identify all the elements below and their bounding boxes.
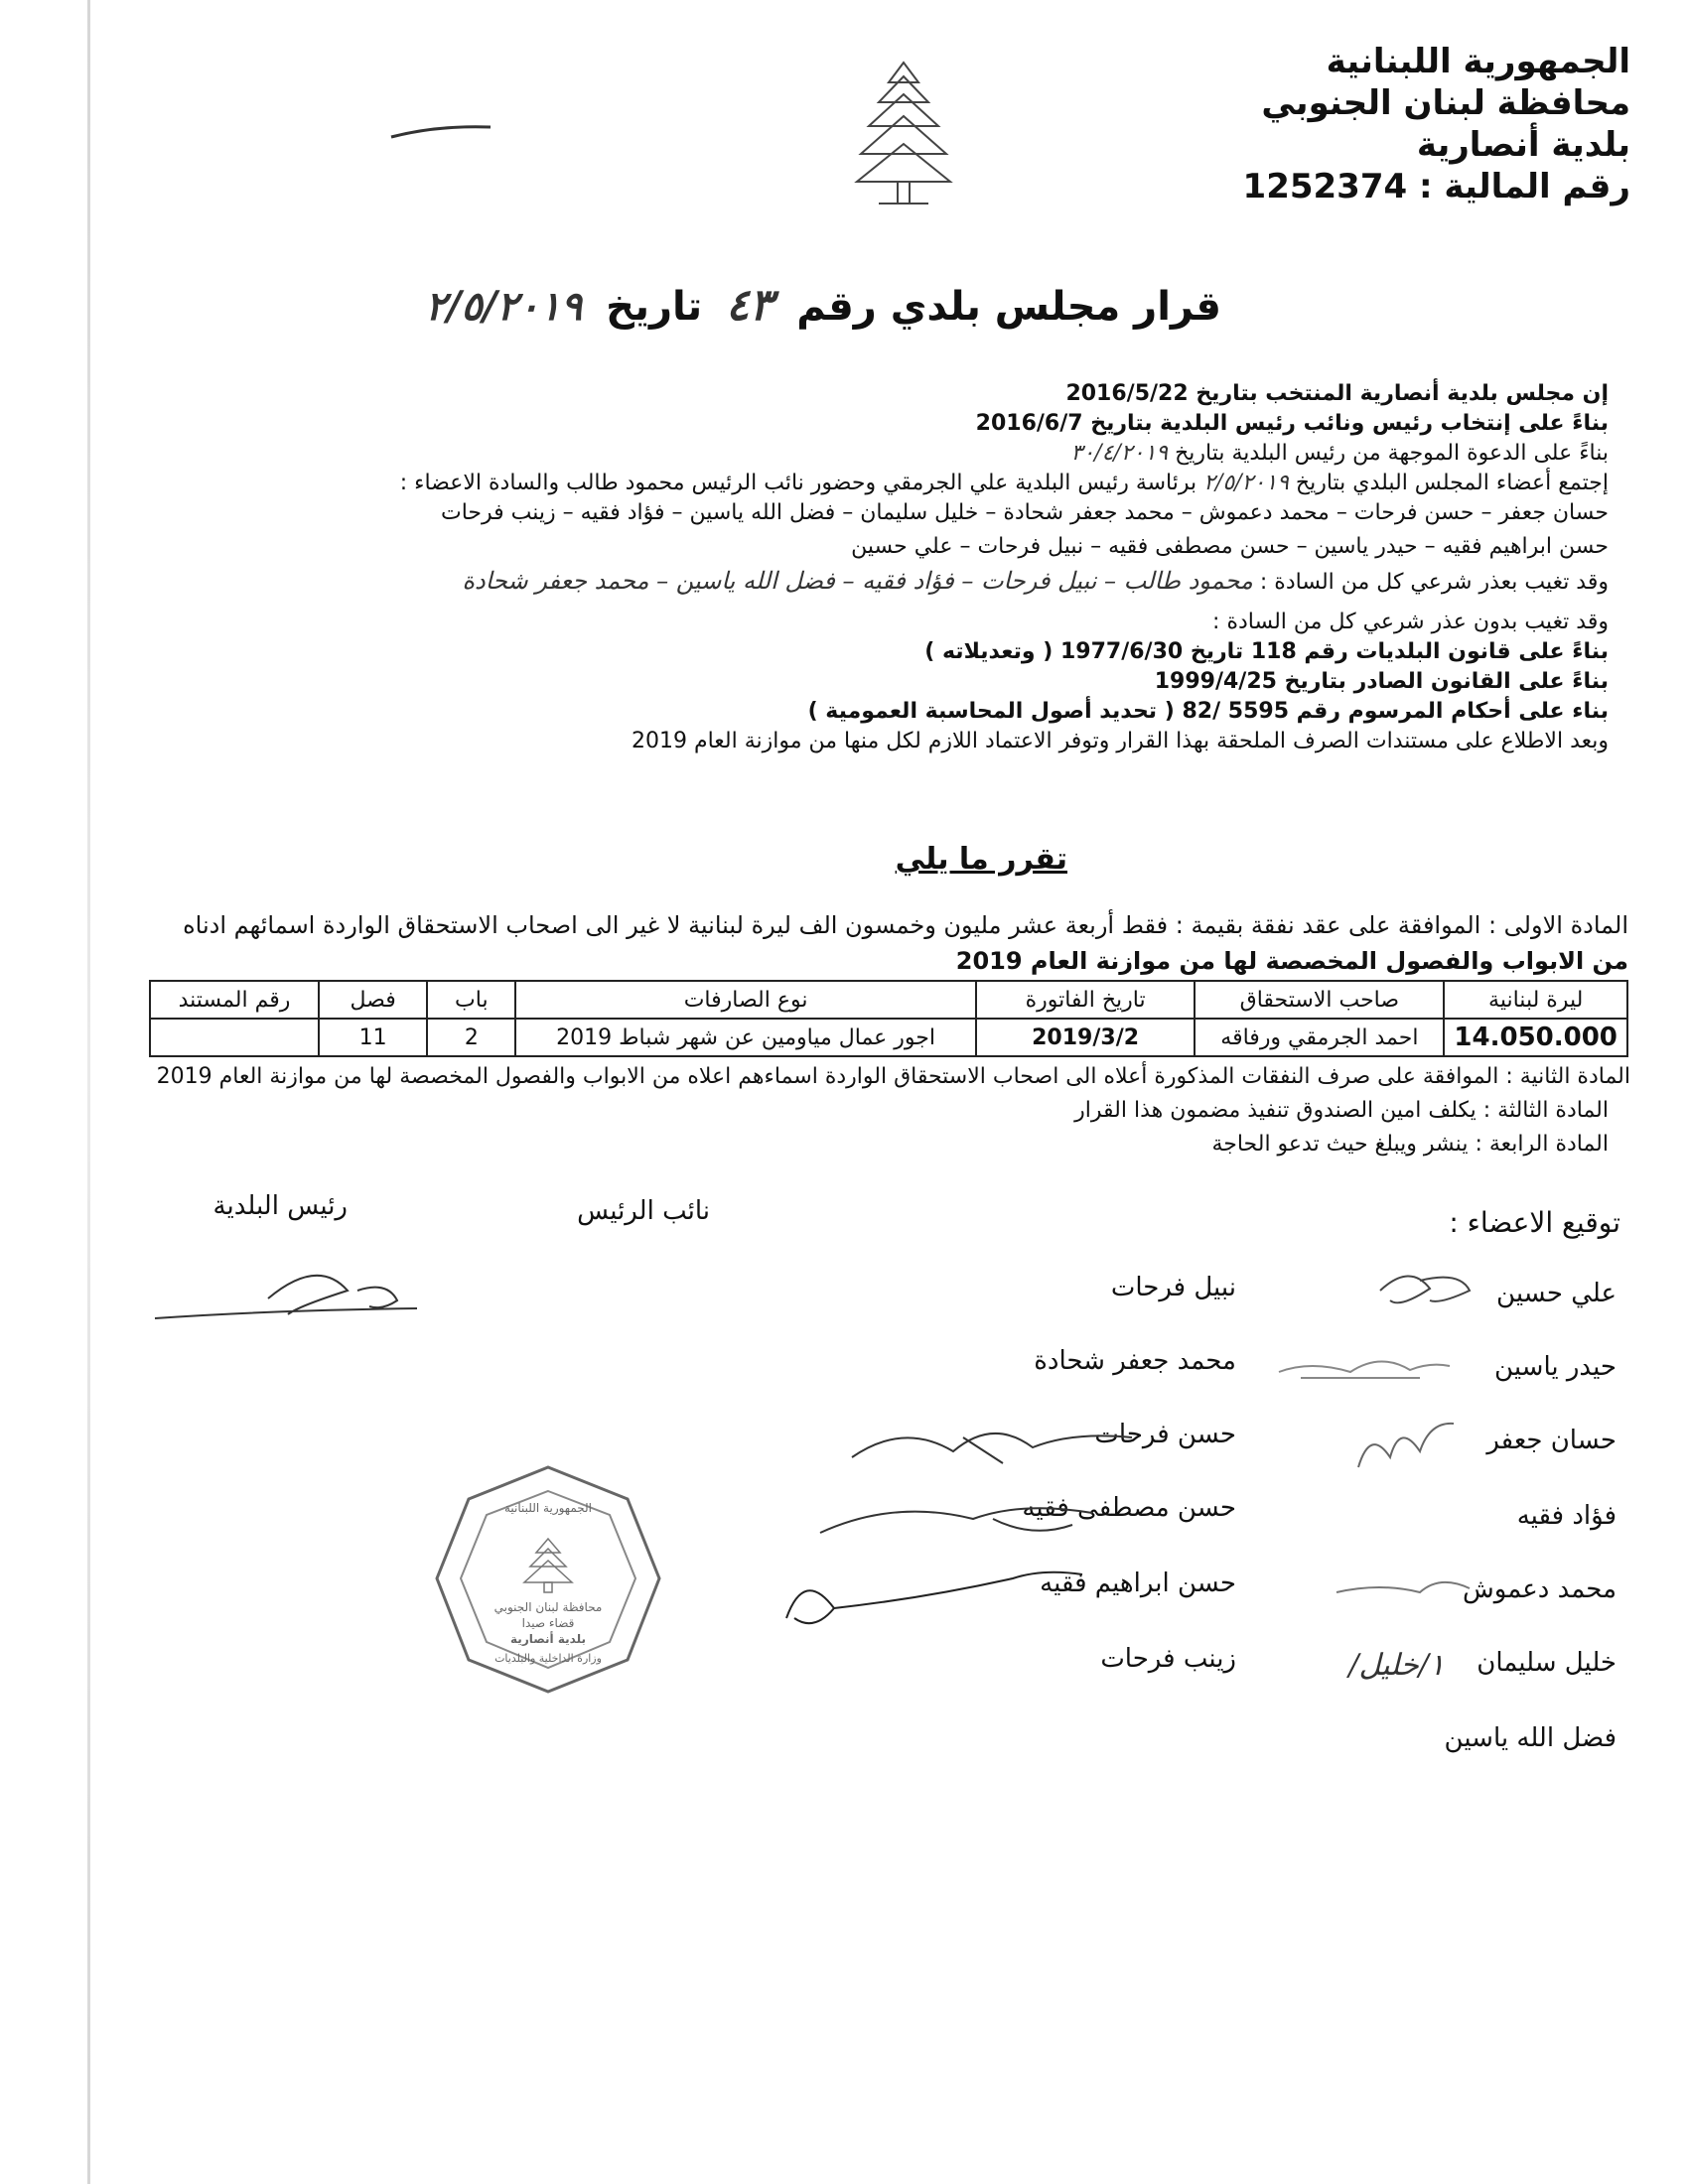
table-cell-document-number [150, 1019, 319, 1056]
header-governorate: محافظة لبنان الجنوبي [1261, 83, 1630, 123]
table-header-invoice-date: تاريخ الفاتورة [976, 981, 1196, 1019]
table-header-amount: ليرة لبنانية [1444, 981, 1627, 1019]
preamble-line-4-handwritten-date: ٢/٥/٢٠١٩ [1203, 471, 1289, 495]
president-signature [149, 1261, 427, 1330]
title-date-label: تاريخ [606, 284, 703, 330]
member-name-haidar-yassin: حيدر ياسين [1494, 1352, 1617, 1382]
preamble-line-2: بناءً على إنتخاب رئيس ونائب رئيس البلدية بتاريخ 2016/6/7 [975, 411, 1609, 436]
preamble-absent-excused [298, 566, 1609, 598]
table-cell-beneficiary: احمد الجرمقي ورفاقه [1195, 1019, 1444, 1056]
article-first-line-1: المادة الاولى : الموافقة على عقد نفقة بقيمة : فقط أربعة عشر مليون وخمسون الف ليرة لبنانية لا غير الى اصحاب الاستحقاق الواردة اسمائهم ادناه [183, 911, 1628, 939]
table-cell-chapter: 2 [427, 1019, 515, 1056]
preamble-line-4-text: إجتمع أعضاء المجلس البلدي بتاريخ [1295, 471, 1609, 495]
article-second: المادة الثانية : الموافقة على صرف النفقات المذكورة أعلاه الى اصحاب الاستحقاق الواردة اسماءهم اعلاه من الابواب والفصول المخصصة لها من موازنة العام 2019 [156, 1064, 1630, 1089]
table-cell-invoice-date: 2019/3/2 [976, 1019, 1196, 1056]
president-title: رئيس البلدية [212, 1191, 348, 1221]
signature-hassan-mustafa-faqih [814, 1489, 1102, 1549]
title-date-handwritten: ٢/٥/٢٠١٩ [425, 283, 583, 330]
member-name-hassan-farhat: حسن فرحات [1094, 1420, 1236, 1449]
header-municipality: بلدية أنصارية [1416, 125, 1630, 165]
preamble-absent-excused-handwritten: محمود طالب – نبيل فرحات – فؤاد فقيه – فضل الله ياسين – محمد جعفر شحادة [462, 567, 1253, 595]
ink-scribble [387, 117, 496, 147]
member-name-hassan-mustafa-faqih: حسن مصطفى فقيه [1022, 1493, 1236, 1523]
signature-mohammad-damoush [1331, 1569, 1479, 1608]
scan-edge-shadow [87, 0, 90, 2184]
table-header-chapter: باب [427, 981, 515, 1019]
preamble-line-3-handwritten-date: ٣٠/٤/٢٠١٩ [1070, 441, 1169, 466]
stamp-text-ministry: وزارة الداخلية والبلديات [494, 1652, 602, 1665]
table-header-row [150, 981, 1627, 1019]
preamble-members-line-1: حسان جعفر – حسن فرحات – محمد دعموش – محمد جعفر شحادة – خليل سليمان – فضل الله ياسين – فؤاد فقيه – زينب فرحات [441, 500, 1609, 525]
table-header-expense-type: نوع الصارفات [515, 981, 975, 1019]
article-fourth: المادة الرابعة : ينشر ويبلغ حيث تدعو الحاجة [1211, 1132, 1609, 1157]
preamble-law-1999: بناءً على القانون الصادر بتاريخ 1999/4/25 [1154, 669, 1609, 694]
preamble-absent-excused-text: وقد تغيب بعذر شرعي كل من السادة : [1259, 570, 1609, 595]
member-name-zeinab-farhat: زينب فرحات [1100, 1644, 1236, 1674]
signature-hassan-ibrahim-faqih [774, 1549, 1092, 1638]
decision-heading: تقرر ما يلي [895, 842, 1067, 877]
stamp-text-governorate: محافظة لبنان الجنوبي [493, 1600, 603, 1614]
table-header-section: فصل [319, 981, 427, 1019]
preamble-documents-review: وبعد الاطلاع على مستندات الصرف الملحقة بهذا القرار وتوفر الاعتماد اللازم لكل منها من موازنة العام 2019 [631, 729, 1609, 753]
stamp-text-district: قضاء صيدا [521, 1616, 575, 1630]
table-cell-amount: 14.050.000 [1444, 1019, 1627, 1056]
member-name-hassan-ibrahim-faqih: حسن ابراهيم فقيه [1040, 1569, 1236, 1598]
preamble-line-3-text: بناءً على الدعوة الموجهة من رئيس البلدية بتاريخ [1175, 441, 1609, 466]
signature-haidar-yassin [1271, 1342, 1460, 1392]
member-name-ali-hussein: علي حسين [1496, 1279, 1617, 1308]
signature-hassan-farhat [844, 1408, 1142, 1477]
preamble-absent-unexcused: وقد تغيب بدون عذر شرعي كل من السادة : [1212, 610, 1609, 634]
table-row [150, 1019, 1627, 1056]
signature-hassan-jaafar [1350, 1408, 1460, 1477]
expense-table [149, 980, 1628, 1057]
preamble-line-4-rest: برئاسة رئيس البلدية علي الجرمقي وحضور نائب الرئيس محمود طالب والسادة الاعضاء : [399, 471, 1197, 495]
stamp-text-republic: الجمهورية اللبنانية [503, 1501, 593, 1515]
table-header-document-number: رقم المستند [150, 981, 319, 1019]
article-first-line-2: من الابواب والفصول المخصصة لها من موازنة العام 2019 [955, 947, 1628, 975]
member-name-hassan-jaafar: حسان جعفر [1486, 1426, 1617, 1455]
signature-ali-hussein [1370, 1261, 1479, 1320]
preamble-line-4 [298, 469, 1609, 498]
table-header-beneficiary: صاحب الاستحقاق [1195, 981, 1444, 1019]
signature-khalil-suleiman: ١/ﺧﻠﻴﻞ/ [1348, 1648, 1445, 1683]
member-name-khalil-suleiman: خليل سليمان [1477, 1648, 1617, 1678]
header-finance-number: رقم المالية : 1252374 [1242, 167, 1630, 206]
title-number-handwritten: ٤٣ [726, 280, 774, 331]
article-third: المادة الثالثة : يكلف امين الصندوق تنفيذ مضمون هذا القرار [1074, 1098, 1609, 1123]
preamble-line-1: إن مجلس بلدية أنصارية المنتخب بتاريخ 2016/5/22 [1065, 381, 1609, 406]
preamble-line-3 [298, 439, 1609, 469]
table-cell-expense-type: اجور عمال مياومين عن شهر شباط 2019 [515, 1019, 975, 1056]
decision-title [425, 280, 1221, 331]
member-name-fouad-faqih: فؤاد فقيه [1516, 1501, 1617, 1531]
title-printed: قرار مجلس بلدي رقم [796, 284, 1221, 330]
member-name-nabil-farhat: نبيل فرحات [1110, 1273, 1236, 1302]
cedar-emblem-icon [849, 55, 958, 213]
preamble-law-118: بناءً على قانون البلديات رقم 118 تاريخ 1977/6/30 ( وتعديلاته ) [924, 639, 1609, 664]
member-name-mohammad-jaafar-shehadeh: محمد جعفر شحادة [1034, 1346, 1236, 1376]
stamp-text [429, 1461, 667, 1700]
preamble-decree-5595: بناء على أحكام المرسوم رقم 5595 /82 ( تحديد أصول المحاسبة العمومية ) [807, 699, 1609, 724]
member-name-fadlallah-yassin: فضل الله ياسين [1444, 1723, 1617, 1753]
preamble-members-line-2: حسن ابراهيم فقيه – حيدر ياسين – حسن مصطفى فقيه – نبيل فرحات – علي حسين [851, 534, 1609, 559]
vice-president-title: نائب الرئيس [577, 1196, 710, 1226]
member-name-mohammad-damoush: محمد دعموش [1463, 1574, 1617, 1604]
header-republic: الجمهورية اللبنانية [1326, 42, 1630, 81]
stamp-text-municipality: بلدية أنصارية [510, 1632, 586, 1646]
table-cell-section: 11 [319, 1019, 427, 1056]
members-signature-label: توقيع الاعضاء : [1449, 1206, 1620, 1239]
